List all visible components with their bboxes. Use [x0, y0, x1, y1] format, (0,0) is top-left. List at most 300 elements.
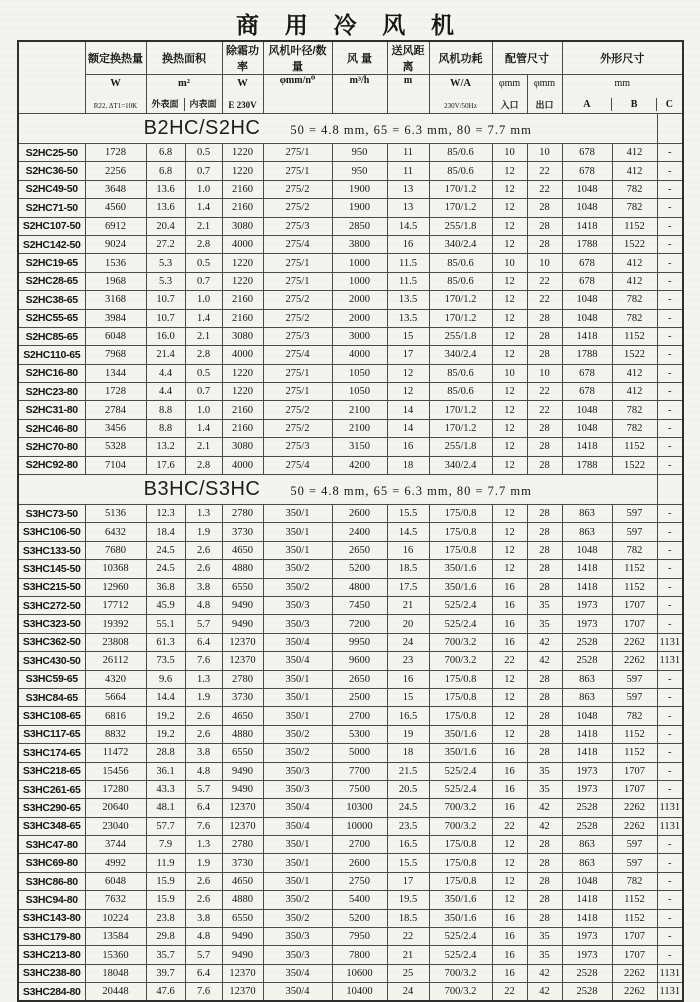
value-cell: 597	[612, 688, 657, 706]
value-cell: 28	[527, 199, 562, 217]
value-cell: 55.1	[146, 615, 185, 633]
value-cell: 3744	[85, 836, 146, 854]
table-row	[18, 596, 683, 614]
value-cell: 16	[492, 964, 527, 982]
value-cell: 1048	[562, 291, 612, 309]
value-cell: 3168	[85, 291, 146, 309]
value-cell: 350/2	[263, 560, 332, 578]
table-row	[18, 615, 683, 633]
table-row	[18, 688, 683, 706]
value-cell: 9490	[222, 762, 263, 780]
value-cell: 350/1	[263, 670, 332, 688]
value-cell: 2700	[332, 836, 387, 854]
value-cell: 4000	[222, 456, 263, 474]
value-cell: 28	[527, 505, 562, 523]
value-cell: 12	[492, 346, 527, 364]
value-cell: 10300	[332, 799, 387, 817]
model-cell: S3HC145-50	[18, 560, 85, 578]
value-cell: 1344	[85, 364, 146, 382]
value-cell: 12	[492, 401, 527, 419]
value-cell: 1973	[562, 762, 612, 780]
value-cell: 12	[492, 725, 527, 743]
section-header-row	[18, 114, 683, 144]
value-cell: 1707	[612, 762, 657, 780]
value-cell: 275/3	[263, 438, 332, 456]
value-cell: 1152	[612, 725, 657, 743]
value-cell: 275/2	[263, 309, 332, 327]
value-cell: 2780	[222, 836, 263, 854]
value-cell: 6550	[222, 578, 263, 596]
value-cell: 412	[612, 383, 657, 401]
value-cell: 85/0.6	[429, 364, 492, 382]
value-cell: 7200	[332, 615, 387, 633]
table-row	[18, 309, 683, 327]
value-cell: -	[657, 688, 683, 706]
value-cell: 36.8	[146, 578, 185, 596]
value-cell: 19.2	[146, 725, 185, 743]
value-cell: 15	[387, 327, 429, 345]
model-cell: S2HC55-65	[18, 309, 85, 327]
value-cell: 350/1	[263, 872, 332, 890]
value-cell: 0.7	[185, 162, 222, 180]
value-cell: 12.3	[146, 505, 185, 523]
value-cell: -	[657, 725, 683, 743]
value-cell: 175/0.8	[429, 688, 492, 706]
value-cell: 12	[492, 199, 527, 217]
value-cell: 175/0.8	[429, 836, 492, 854]
value-cell: 525/2.4	[429, 762, 492, 780]
value-cell: 3984	[85, 309, 146, 327]
model-cell: S2HC92-80	[18, 456, 85, 474]
value-cell: 2400	[332, 523, 387, 541]
value-cell: 1048	[562, 872, 612, 890]
value-cell: 5000	[332, 744, 387, 762]
value-cell: 9490	[222, 780, 263, 798]
value-cell: -	[657, 615, 683, 633]
value-cell: 73.5	[146, 652, 185, 670]
value-cell: 28	[527, 578, 562, 596]
col-air-volume: 风 量	[332, 41, 387, 75]
value-cell: 11472	[85, 744, 146, 762]
value-cell: 1707	[612, 596, 657, 614]
value-cell: 275/4	[263, 456, 332, 474]
value-cell: 22	[492, 652, 527, 670]
model-cell: S3HC143-80	[18, 909, 85, 927]
table-row	[18, 456, 683, 474]
value-cell: 20640	[85, 799, 146, 817]
power-unit-cell	[429, 75, 492, 114]
value-cell: 2528	[562, 983, 612, 1001]
value-cell: 412	[612, 144, 657, 162]
value-cell: 3.8	[185, 578, 222, 596]
value-cell: 42	[527, 983, 562, 1001]
value-cell: 4200	[332, 456, 387, 474]
model-cell: S3HC261-65	[18, 780, 85, 798]
value-cell: 5400	[332, 891, 387, 909]
value-cell: 16	[492, 596, 527, 614]
value-cell: 7968	[85, 346, 146, 364]
value-cell: 275/4	[263, 346, 332, 364]
table-row	[18, 707, 683, 725]
value-cell: 350/1.6	[429, 725, 492, 743]
value-cell: 13	[387, 180, 429, 198]
value-cell: 10	[527, 364, 562, 382]
value-cell: 275/3	[263, 327, 332, 345]
table-row	[18, 505, 683, 523]
value-cell: 22	[492, 983, 527, 1001]
pipe-inlet-cell	[492, 75, 527, 114]
model-cell: S3HC69-80	[18, 854, 85, 872]
value-cell: 17	[387, 872, 429, 890]
value-cell: 4.8	[185, 762, 222, 780]
model-cell: S3HC179-80	[18, 928, 85, 946]
value-cell: 10	[527, 254, 562, 272]
value-cell: 28	[527, 688, 562, 706]
value-cell: 1418	[562, 578, 612, 596]
value-cell: 2650	[332, 541, 387, 559]
value-cell: 43.3	[146, 780, 185, 798]
value-cell: 12960	[85, 578, 146, 596]
value-cell: 13.5	[387, 291, 429, 309]
value-cell: 6.4	[185, 799, 222, 817]
area-unit: m²	[178, 78, 190, 89]
section-name: B3HC/S3HC	[143, 478, 261, 501]
value-cell: 782	[612, 419, 657, 437]
value-cell: 2528	[562, 799, 612, 817]
model-cell: S3HC133-50	[18, 541, 85, 559]
defrost-unit-cell	[222, 75, 263, 114]
value-cell: 2160	[222, 309, 263, 327]
value-cell: -	[657, 291, 683, 309]
value-cell: 19392	[85, 615, 146, 633]
value-cell: 1131	[657, 652, 683, 670]
pipe-outlet-cell	[527, 75, 562, 114]
value-cell: 16	[387, 438, 429, 456]
value-cell: 2.8	[185, 346, 222, 364]
table-row	[18, 364, 683, 382]
area-unit-cell	[146, 75, 222, 114]
table-row	[18, 235, 683, 253]
value-cell: 6048	[85, 872, 146, 890]
value-cell: 275/1	[263, 383, 332, 401]
value-cell: 170/1.2	[429, 180, 492, 198]
value-cell: 1.3	[185, 505, 222, 523]
value-cell: 350/1	[263, 836, 332, 854]
value-cell: 2.8	[185, 456, 222, 474]
value-cell: 11.5	[387, 254, 429, 272]
value-cell: 12	[492, 272, 527, 290]
value-cell: 1900	[332, 180, 387, 198]
value-cell: 1522	[612, 235, 657, 253]
airflow-unit-cell: m³/h	[332, 75, 387, 114]
value-cell: 350/1.6	[429, 560, 492, 578]
value-cell: -	[657, 364, 683, 382]
section-header-c-cell	[657, 475, 683, 505]
dim-a-label: A	[583, 99, 591, 110]
rated-condition: R22, ΔT1=10K	[93, 102, 138, 110]
value-cell: 10	[492, 364, 527, 382]
area-inner-label: 内表面	[184, 98, 222, 111]
value-cell: 2784	[85, 401, 146, 419]
value-cell: 1.0	[185, 180, 222, 198]
model-cell: S2HC38-65	[18, 291, 85, 309]
value-cell: 340/2.4	[429, 235, 492, 253]
value-cell: 22	[387, 928, 429, 946]
value-cell: 23.5	[387, 817, 429, 835]
model-cell: S2HC110-65	[18, 346, 85, 364]
value-cell: 13.6	[146, 180, 185, 198]
value-cell: 255/1.8	[429, 217, 492, 235]
value-cell: 22	[527, 401, 562, 419]
value-cell: 350/1.6	[429, 578, 492, 596]
value-cell: -	[657, 162, 683, 180]
value-cell: 1152	[612, 891, 657, 909]
value-cell: 350/1	[263, 505, 332, 523]
value-cell: 1.0	[185, 291, 222, 309]
value-cell: 15.5	[387, 505, 429, 523]
value-cell: -	[657, 217, 683, 235]
value-cell: 7104	[85, 456, 146, 474]
value-cell: 5136	[85, 505, 146, 523]
value-cell: 27.2	[146, 235, 185, 253]
value-cell: 350/4	[263, 652, 332, 670]
value-cell: 350/1.6	[429, 744, 492, 762]
value-cell: 350/1	[263, 688, 332, 706]
dims-unit-cell	[562, 75, 683, 114]
value-cell: 22	[527, 272, 562, 290]
table-header	[18, 41, 683, 114]
value-cell: 28	[527, 327, 562, 345]
model-cell: S2HC46-80	[18, 419, 85, 437]
value-cell: 47.6	[146, 983, 185, 1001]
value-cell: 21.4	[146, 346, 185, 364]
value-cell: 9024	[85, 235, 146, 253]
model-cell: S3HC348-65	[18, 817, 85, 835]
model-column-header	[18, 41, 85, 114]
value-cell: 7632	[85, 891, 146, 909]
value-cell: 9490	[222, 596, 263, 614]
value-cell: 7700	[332, 762, 387, 780]
value-cell: 1418	[562, 725, 612, 743]
value-cell: 22	[527, 383, 562, 401]
value-cell: 2.6	[185, 541, 222, 559]
value-cell: 28	[527, 523, 562, 541]
value-cell: 16	[387, 235, 429, 253]
value-cell: 350/1	[263, 854, 332, 872]
value-cell: 6048	[85, 327, 146, 345]
value-cell: 15.5	[387, 854, 429, 872]
value-cell: 35.7	[146, 946, 185, 964]
value-cell: 28	[527, 836, 562, 854]
value-cell: 863	[562, 505, 612, 523]
value-cell: 5.3	[146, 272, 185, 290]
value-cell: 12	[492, 180, 527, 198]
value-cell: 10	[492, 144, 527, 162]
value-cell: 4880	[222, 560, 263, 578]
value-cell: 12	[492, 707, 527, 725]
value-cell: 19.5	[387, 891, 429, 909]
value-cell: 35	[527, 946, 562, 964]
value-cell: 3150	[332, 438, 387, 456]
model-cell: S3HC215-50	[18, 578, 85, 596]
distance-unit-cell: m	[387, 75, 429, 114]
value-cell: -	[657, 199, 683, 217]
value-cell: 275/2	[263, 401, 332, 419]
value-cell: 13.5	[387, 309, 429, 327]
value-cell: 1152	[612, 744, 657, 762]
value-cell: 170/1.2	[429, 401, 492, 419]
value-cell: -	[657, 144, 683, 162]
value-cell: 275/2	[263, 291, 332, 309]
value-cell: 85/0.6	[429, 383, 492, 401]
table-row	[18, 799, 683, 817]
value-cell: 5.7	[185, 946, 222, 964]
value-cell: 3730	[222, 854, 263, 872]
model-cell: S3HC84-65	[18, 688, 85, 706]
value-cell: 4.4	[146, 364, 185, 382]
value-cell: 12	[492, 309, 527, 327]
value-cell: 1152	[612, 217, 657, 235]
value-cell: 9.6	[146, 670, 185, 688]
value-cell: 275/1	[263, 364, 332, 382]
value-cell: 14	[387, 419, 429, 437]
value-cell: 1788	[562, 346, 612, 364]
model-cell: S3HC272-50	[18, 596, 85, 614]
value-cell: 1707	[612, 946, 657, 964]
page-title: 商 用 冷 风 机	[236, 13, 464, 38]
value-cell: 1728	[85, 383, 146, 401]
value-cell: 1220	[222, 364, 263, 382]
value-cell: 2160	[222, 199, 263, 217]
value-cell: 25	[387, 964, 429, 982]
table-row	[18, 744, 683, 762]
value-cell: 350/1	[263, 541, 332, 559]
rated-unit-cell	[85, 75, 146, 114]
value-cell: 57.7	[146, 817, 185, 835]
value-cell: 12	[492, 419, 527, 437]
model-cell: S3HC430-50	[18, 652, 85, 670]
value-cell: 4800	[332, 578, 387, 596]
value-cell: 2600	[332, 854, 387, 872]
value-cell: 12	[492, 162, 527, 180]
value-cell: -	[657, 560, 683, 578]
value-cell: 700/3.2	[429, 983, 492, 1001]
table-row	[18, 254, 683, 272]
value-cell: 1973	[562, 780, 612, 798]
model-cell: S3HC117-65	[18, 725, 85, 743]
value-cell: -	[657, 596, 683, 614]
value-cell: 4880	[222, 891, 263, 909]
value-cell: 275/3	[263, 217, 332, 235]
value-cell: 36.1	[146, 762, 185, 780]
value-cell: 1048	[562, 199, 612, 217]
model-cell: S3HC218-65	[18, 762, 85, 780]
value-cell: 7800	[332, 946, 387, 964]
value-cell: 24.5	[146, 541, 185, 559]
value-cell: 2780	[222, 670, 263, 688]
value-cell: 782	[612, 707, 657, 725]
value-cell: 12370	[222, 964, 263, 982]
table-row	[18, 383, 683, 401]
value-cell: 1220	[222, 144, 263, 162]
value-cell: 863	[562, 836, 612, 854]
value-cell: 42	[527, 633, 562, 651]
value-cell: 350/4	[263, 983, 332, 1001]
value-cell: 18.4	[146, 523, 185, 541]
value-cell: 35	[527, 928, 562, 946]
value-cell: 2650	[332, 670, 387, 688]
value-cell: 175/0.8	[429, 854, 492, 872]
value-cell: 12	[492, 523, 527, 541]
value-cell: 16	[492, 578, 527, 596]
value-cell: 782	[612, 401, 657, 419]
spec-table	[17, 40, 684, 1002]
pipe-inlet-unit: φmm	[498, 78, 521, 89]
value-cell: 0.7	[185, 272, 222, 290]
value-cell: 1788	[562, 456, 612, 474]
value-cell: 597	[612, 670, 657, 688]
value-cell: 1000	[332, 272, 387, 290]
model-cell: S3HC323-50	[18, 615, 85, 633]
value-cell: 275/2	[263, 180, 332, 198]
model-cell: S3HC108-65	[18, 707, 85, 725]
value-cell: 412	[612, 162, 657, 180]
value-cell: 28	[527, 744, 562, 762]
model-cell: S3HC284-80	[18, 983, 85, 1001]
value-cell: 678	[562, 144, 612, 162]
value-cell: 1418	[562, 560, 612, 578]
value-cell: 2160	[222, 291, 263, 309]
value-cell: 1522	[612, 456, 657, 474]
table-row	[18, 578, 683, 596]
value-cell: 5664	[85, 688, 146, 706]
value-cell: -	[657, 762, 683, 780]
value-cell: 10368	[85, 560, 146, 578]
value-cell: 350/2	[263, 725, 332, 743]
value-cell: 12	[387, 364, 429, 382]
value-cell: 950	[332, 162, 387, 180]
value-cell: 782	[612, 541, 657, 559]
defrost-voltage: E 230V	[228, 100, 257, 110]
value-cell: 350/4	[263, 964, 332, 982]
value-cell: 3648	[85, 180, 146, 198]
model-cell: S3HC213-80	[18, 946, 85, 964]
value-cell: 85/0.6	[429, 272, 492, 290]
value-cell: 2.6	[185, 707, 222, 725]
value-cell: 4560	[85, 199, 146, 217]
value-cell: 350/4	[263, 799, 332, 817]
value-cell: 20	[387, 615, 429, 633]
value-cell: 1152	[612, 560, 657, 578]
value-cell: 11	[387, 162, 429, 180]
value-cell: 28	[527, 707, 562, 725]
value-cell: 12	[492, 560, 527, 578]
value-cell: 700/3.2	[429, 633, 492, 651]
section-name: B2HC/S2HC	[143, 117, 261, 139]
value-cell: 2528	[562, 652, 612, 670]
value-cell: 28	[527, 541, 562, 559]
value-cell: 42	[527, 964, 562, 982]
value-cell: 1418	[562, 327, 612, 345]
value-cell: 863	[562, 854, 612, 872]
table-row	[18, 946, 683, 964]
value-cell: -	[657, 891, 683, 909]
value-cell: 2256	[85, 162, 146, 180]
value-cell: 2750	[332, 872, 387, 890]
value-cell: 28	[527, 419, 562, 437]
value-cell: 12	[492, 235, 527, 253]
value-cell: 2500	[332, 688, 387, 706]
